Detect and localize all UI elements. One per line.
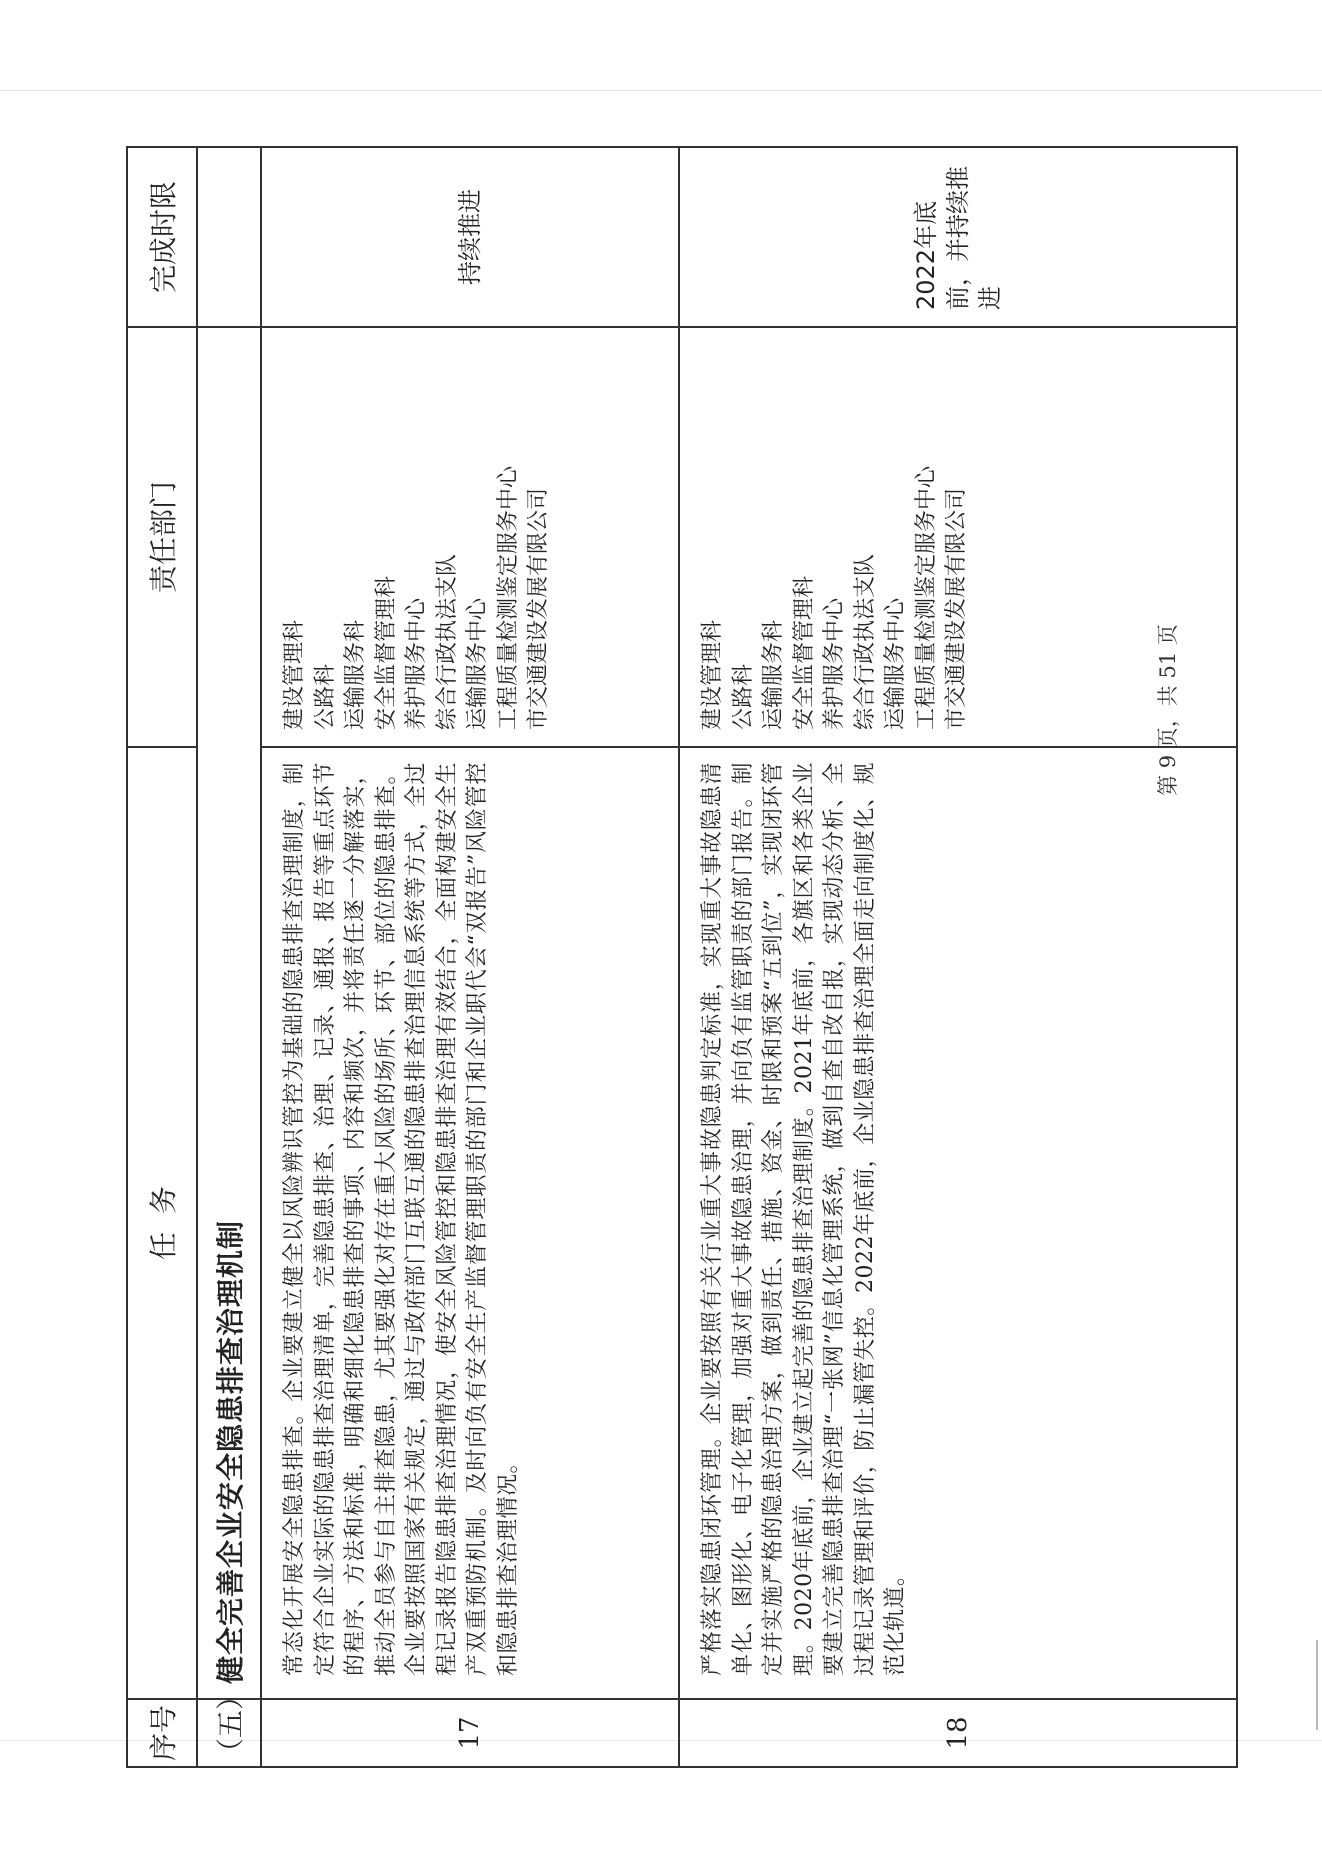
table-header-row — [127, 147, 197, 1767]
row-seq: 17 — [261, 1699, 679, 1767]
row-task-text: 严格落实隐患闭环管理。企业要按照有关行业重大事故隐患判定标准，实现重大事故隐患清单化、图形化、电子化管理，加强对重大事故隐患治理，并向负有监管职责的部门报告。制定并实施严格的隐患治理方案，做到责任、措施、资金、时限和预案“五到位”，实现闭环管理。2020年底前，企业建立起完善的隐患排查治理制度。2021年底前，各旗区和各类企业要建立完善隐患排查治理“一张网”信息化管理系统，做到自查自改自报，实现动态分析、全过程记录管理和评价，防止漏管失控。2022年底前，企业隐患排查治理全面走向制度化、规范化轨道。 — [700, 762, 908, 1676]
header-dept: 责任部门 — [127, 327, 197, 747]
row-dept — [261, 327, 679, 747]
dept-item: 安全监督管理科 — [373, 575, 399, 730]
task-table — [126, 146, 1238, 1768]
row-task — [261, 747, 679, 1699]
row-seq: 18 — [679, 1699, 1237, 1767]
table-row — [679, 147, 1237, 1767]
scan-edge-mark — [1316, 1640, 1318, 1730]
section-title: 健全完善企业安全隐患排查治理机制 — [197, 327, 261, 1699]
row-deadline: 2022年底前，并持续推进 — [679, 147, 1237, 327]
section-row — [197, 147, 261, 1767]
dept-item: 运输服务科 — [343, 619, 368, 730]
dept-item: 工程质量检测鉴定服务中心 — [495, 465, 521, 730]
dept-item: 养护服务中心 — [404, 597, 429, 730]
dept-item: 养护服务中心 — [822, 597, 847, 730]
rotated-table-wrapper — [126, 148, 1238, 1768]
dept-item: 公路科 — [312, 663, 338, 730]
dept-item: 建设管理科 — [700, 619, 725, 730]
header-seq: 序号 — [127, 1699, 197, 1767]
header-deadline: 完成时限 — [127, 147, 197, 327]
section-empty-cell — [197, 147, 261, 327]
section-seq: （五） — [197, 1699, 261, 1767]
row-task-text: 常态化开展安全隐患排查。企业要建立健全以风险辨识管控为基础的隐患排查治理制度，制定符合企业实际的隐患排查治理清单，完善隐患排查、治理、记录、通报、报告等重点环节的程序、方法和标准，明确和细化隐患排查的事项、内容和频次，并将责任逐一分解落实，推动全员参与自主排查隐患，尤其要强化对存在重大风险的场所、环节、部位的隐患排查。企业要按照国家有关规定，通过与政府部门互联互通的隐患排查治理信息系统等方式，全过程记录报告隐患排查治理情况，使安全风险管控和隐患排查治理有效结合，全面构建安全生产双重预防机制。及时向负有安全生产监督管理职责的部门和企业职代会“双报告”风险管控和隐患排查治理情况。 — [282, 762, 521, 1676]
dept-item: 运输服务中心 — [465, 597, 490, 730]
dept-item: 建设管理科 — [282, 619, 307, 730]
dept-item: 综合行政执法支队 — [852, 553, 878, 730]
dept-item: 运输服务科 — [761, 619, 786, 730]
page-footer: 第 9 页，共 51 页 — [1156, 624, 1180, 796]
row-task — [679, 747, 1237, 1699]
dept-item: 综合行政执法支队 — [434, 553, 460, 730]
dept-item: 安全监督管理科 — [791, 575, 817, 730]
table-row — [261, 147, 679, 1767]
dept-item: 运输服务中心 — [883, 597, 908, 730]
dept-item: 工程质量检测鉴定服务中心 — [913, 465, 939, 730]
row-deadline: 持续推进 — [261, 147, 679, 327]
header-task: 任 务 — [127, 747, 197, 1699]
dept-item: 市交通建设发展有限公司 — [526, 487, 551, 730]
dept-item: 公路科 — [730, 663, 756, 730]
dept-item: 市交通建设发展有限公司 — [944, 487, 969, 730]
scan-top-line — [0, 90, 1322, 91]
